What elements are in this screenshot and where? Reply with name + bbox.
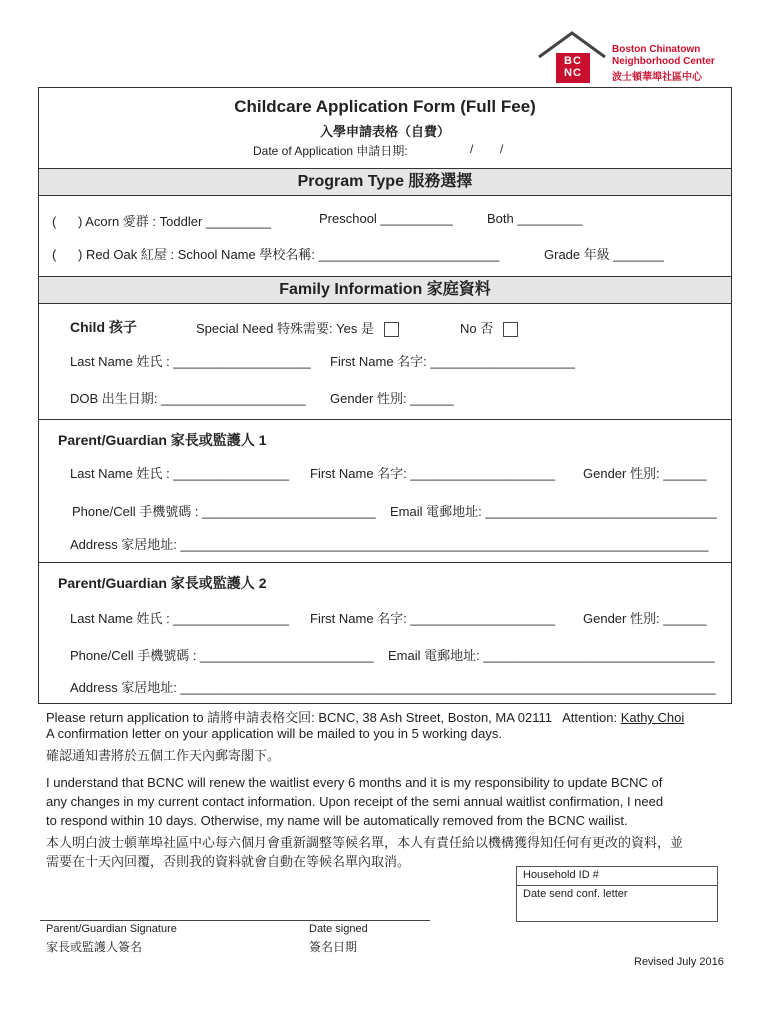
confirmation-notice-zh: 確認通知書將於五個工作天內郵寄閣下。 — [46, 748, 281, 763]
guardian1-address-field[interactable]: Address 家居地址: _________________________________________________________________________ — [70, 537, 709, 552]
waitlist-statement-en-3: to respond within 10 days. Otherwise, my name will be automatically removed from the BCNC wailist. — [46, 813, 628, 828]
guardian1-phone-field[interactable]: Phone/Cell 手機號碼 : ________________________ — [72, 504, 376, 519]
waitlist-statement-en-2: any changes in my current contact information. Upon receipt of the semi annual waitlist confirmation, I need — [46, 794, 664, 809]
guardian2-last-name-field[interactable]: Last Name 姓氏 : ________________ — [70, 611, 289, 626]
special-need-no-text: No 否 — [460, 321, 494, 336]
waitlist-statement-en-1: I understand that BCNC will renew the waitlist every 6 months and it is my responsibility to update BCNC of — [46, 775, 663, 790]
guardian2-address-field[interactable]: Address 家居地址: __________________________________________________________________________ — [70, 680, 716, 695]
acorn-toddler-option[interactable]: ( ) Acorn 愛群 : Toddler _________ — [52, 214, 271, 229]
date-signed-label: Date signed — [309, 923, 368, 935]
child-first-name-field[interactable]: First Name 名字: ____________________ — [330, 354, 575, 369]
child-section-label: Child 孩子 — [70, 319, 137, 335]
form-title: Childcare Application Form (Full Fee) — [234, 97, 536, 116]
guardian2-email-field[interactable]: Email 電郵地址: ________________________________ — [388, 648, 715, 663]
special-need-yes-checkbox[interactable] — [384, 322, 399, 337]
child-dob-field[interactable]: DOB 出生日期: ____________________ — [70, 391, 306, 406]
confirmation-notice-en: A confirmation letter on your application will be mailed to you in 5 working days. — [46, 726, 502, 741]
return-instructions — [46, 707, 684, 726]
family-information-heading: Family Information 家庭資料 — [39, 276, 731, 304]
logo-name-zh: 波士頓華埠社區中心 — [612, 72, 702, 83]
logo-letters-top: BC — [564, 55, 582, 67]
child-gender-field[interactable]: Gender 性別: ______ — [330, 391, 454, 406]
office-use-box — [516, 866, 718, 922]
special-need-yes-text: Special Need 特殊需要: Yes 是 — [196, 321, 374, 336]
guardian1-last-name-field[interactable]: Last Name 姓氏 : ________________ — [70, 466, 289, 481]
guardian-signature-label: Parent/Guardian Signature — [46, 923, 177, 935]
guardian2-heading: Parent/Guardian 家長或監護人 2 — [58, 575, 267, 591]
guardian2-first-name-field[interactable]: First Name 名字: ____________________ — [310, 611, 555, 626]
special-need-no-checkbox[interactable] — [503, 322, 518, 337]
both-option[interactable]: Both _________ — [487, 211, 583, 226]
guardian2-gender-field[interactable]: Gender 性別: ______ — [583, 611, 707, 626]
logo-name-line2: Neighborhood Center — [612, 56, 715, 67]
form-title-zh: 入學申請表格（自費） — [319, 124, 450, 139]
waitlist-statement-zh-2: 需要在十天內回覆，否則我的資料就會自動在等候名單內取消。 — [46, 854, 411, 869]
guardian-signature-label-zh: 家長或監護人簽名 — [46, 940, 143, 954]
date-of-application-field[interactable]: / / — [470, 142, 504, 156]
grade-field[interactable]: Grade 年級 _______ — [544, 247, 664, 262]
date-of-application-label: Date of Application 申請日期: — [253, 144, 408, 158]
red-oak-school-option[interactable]: ( ) Red Oak 紅屋 : School Name 學校名稱: _________________________ — [52, 247, 500, 262]
household-id-field[interactable]: Household ID # — [517, 867, 717, 886]
guardian1-heading: Parent/Guardian 家長或監護人 1 — [58, 432, 267, 448]
divider-guardian1 — [38, 419, 732, 420]
special-need-label — [196, 318, 399, 337]
waitlist-statement-zh-1: 本人明白波士頓華埠社區中心每六個月會重新調整等候名單，本人有責任給以機構獲得知任何有更改的資料，並 — [46, 835, 684, 850]
revision-date: Revised July 2016 — [634, 956, 724, 968]
logo-letters-bottom: NC — [564, 67, 582, 79]
logo-name-line1: Boston Chinatown — [612, 44, 701, 55]
bcnc-logo — [536, 30, 736, 86]
guardian2-phone-field[interactable]: Phone/Cell 手機號碼 : ________________________ — [70, 648, 374, 663]
guardian1-email-field[interactable]: Email 電郵地址: ________________________________ — [390, 504, 717, 519]
program-type-heading: Program Type 服務選擇 — [39, 168, 731, 196]
guardian1-first-name-field[interactable]: First Name 名字: ____________________ — [310, 466, 555, 481]
child-last-name-field[interactable]: Last Name 姓氏 : ___________________ — [70, 354, 311, 369]
divider-guardian2 — [38, 562, 732, 563]
preschool-option[interactable]: Preschool __________ — [319, 211, 453, 226]
date-signed-label-zh: 簽名日期 — [309, 940, 358, 954]
guardian1-gender-field[interactable]: Gender 性別: ______ — [583, 466, 707, 481]
special-need-no — [460, 318, 518, 337]
date-send-conf-letter-field[interactable]: Date send conf. letter — [523, 888, 628, 900]
attention-name-link[interactable]: Kathy Choi — [620, 710, 685, 725]
return-instructions-text: Please return application to 請將申請表格交回: BCNC, 38 Ash Street, Boston, MA 02111 Attention: — [46, 710, 621, 725]
signature-line[interactable] — [40, 920, 430, 921]
